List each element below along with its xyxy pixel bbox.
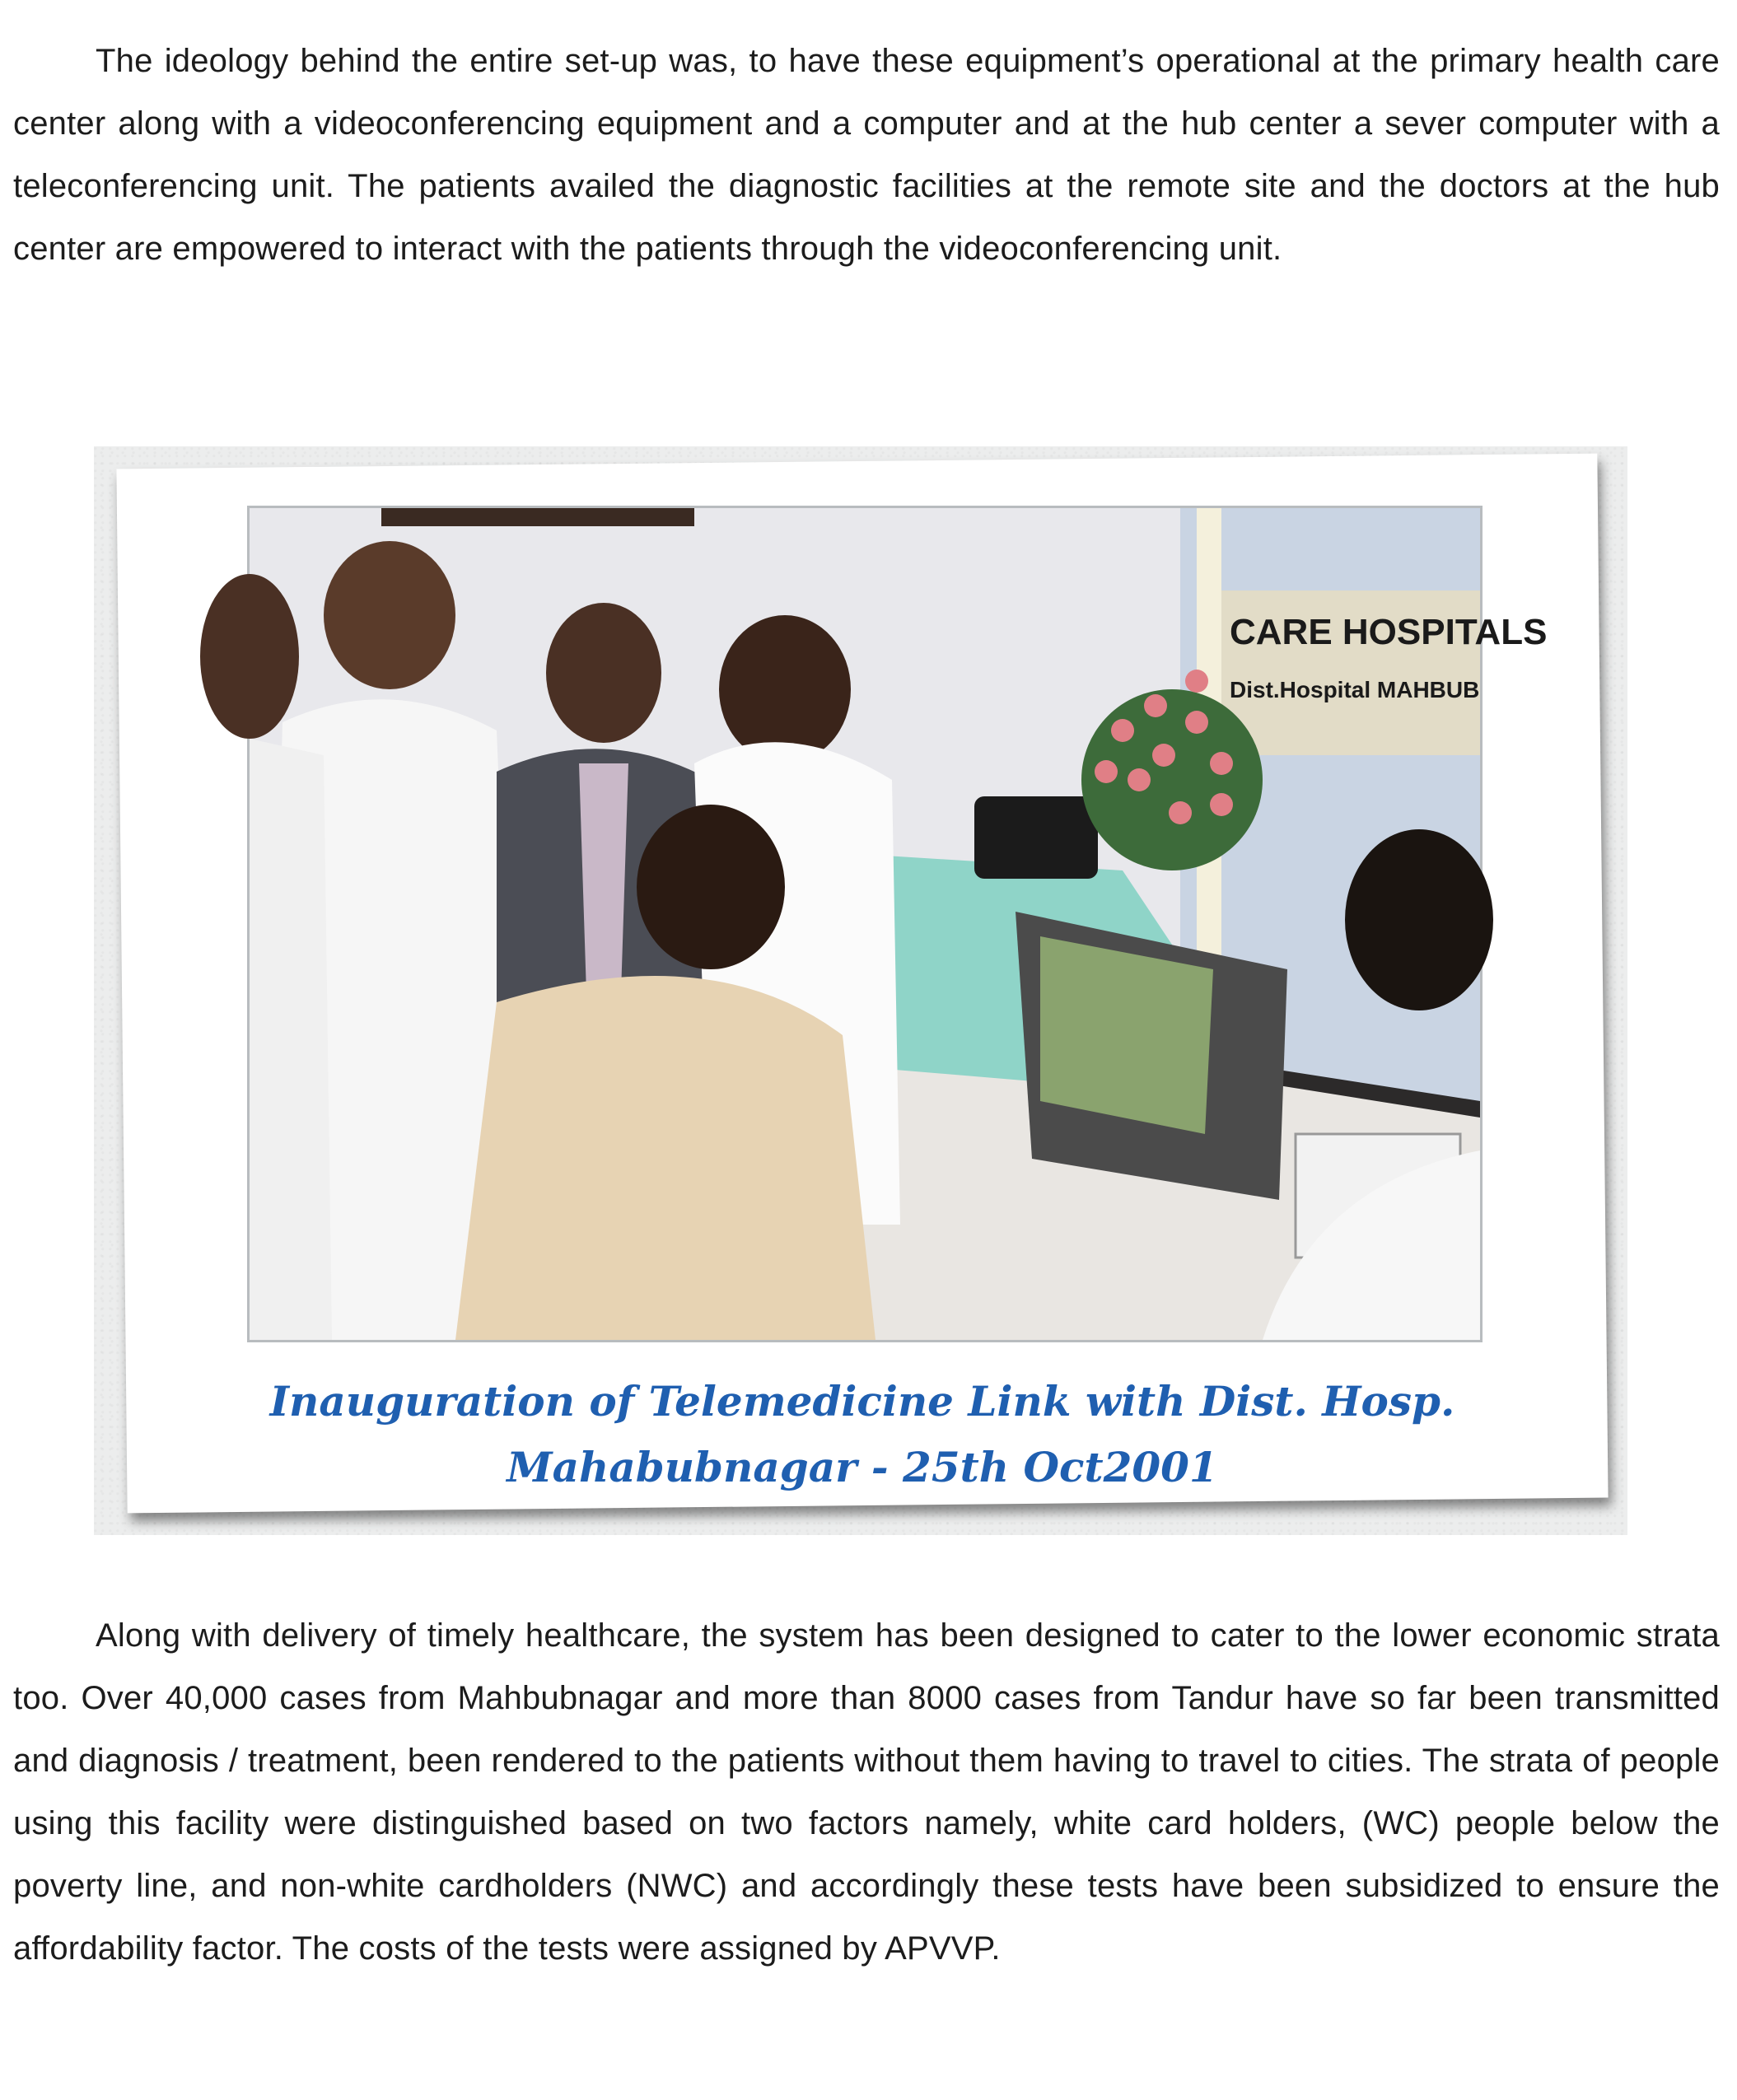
photo-caption-line1: Inauguration of Telemedicine Link with Dist. Hosp. — [269, 1377, 1455, 1426]
paragraph-strata: Along with delivery of timely healthcare, the system has been designed to cater to the lower economic strata too. Over 40,000 cases from Mahbubnagar and more than 8000 cases from Tandur have so far been transmitted and diagnosis / treatment, been rendered to the patients without them having to travel to cities. The strata of people using this facility were distinguished based on two factors namely, white card holders, (WC) people below the poverty line, and non-white cardholders (NWC) and accordingly these tests have been subsidized to ensure the affordability factor. The costs of the tests were assigned by APVVP. — [13, 1617, 1720, 1967]
banner-text-hospital: CARE HOSPITALS — [1230, 612, 1548, 652]
photo-caption-line2: Mahabubnagar - 25th Oct2001 — [507, 1443, 1218, 1491]
inauguration-photo — [247, 506, 1548, 1342]
banner-text-district: Dist.Hospital MAHBUB — [1230, 677, 1480, 702]
paragraph-intro: The ideology behind the entire set-up was, to have these equipment’s operational at the primary health care center along with a videoconferencing equipment and a computer and at the hub center a sever computer with a teleconferencing unit. The patients availed the diagnostic facilities at the remote site and the doctors at the hub center are empowered to interact with the patients through the videoconferencing unit. — [13, 43, 1720, 267]
